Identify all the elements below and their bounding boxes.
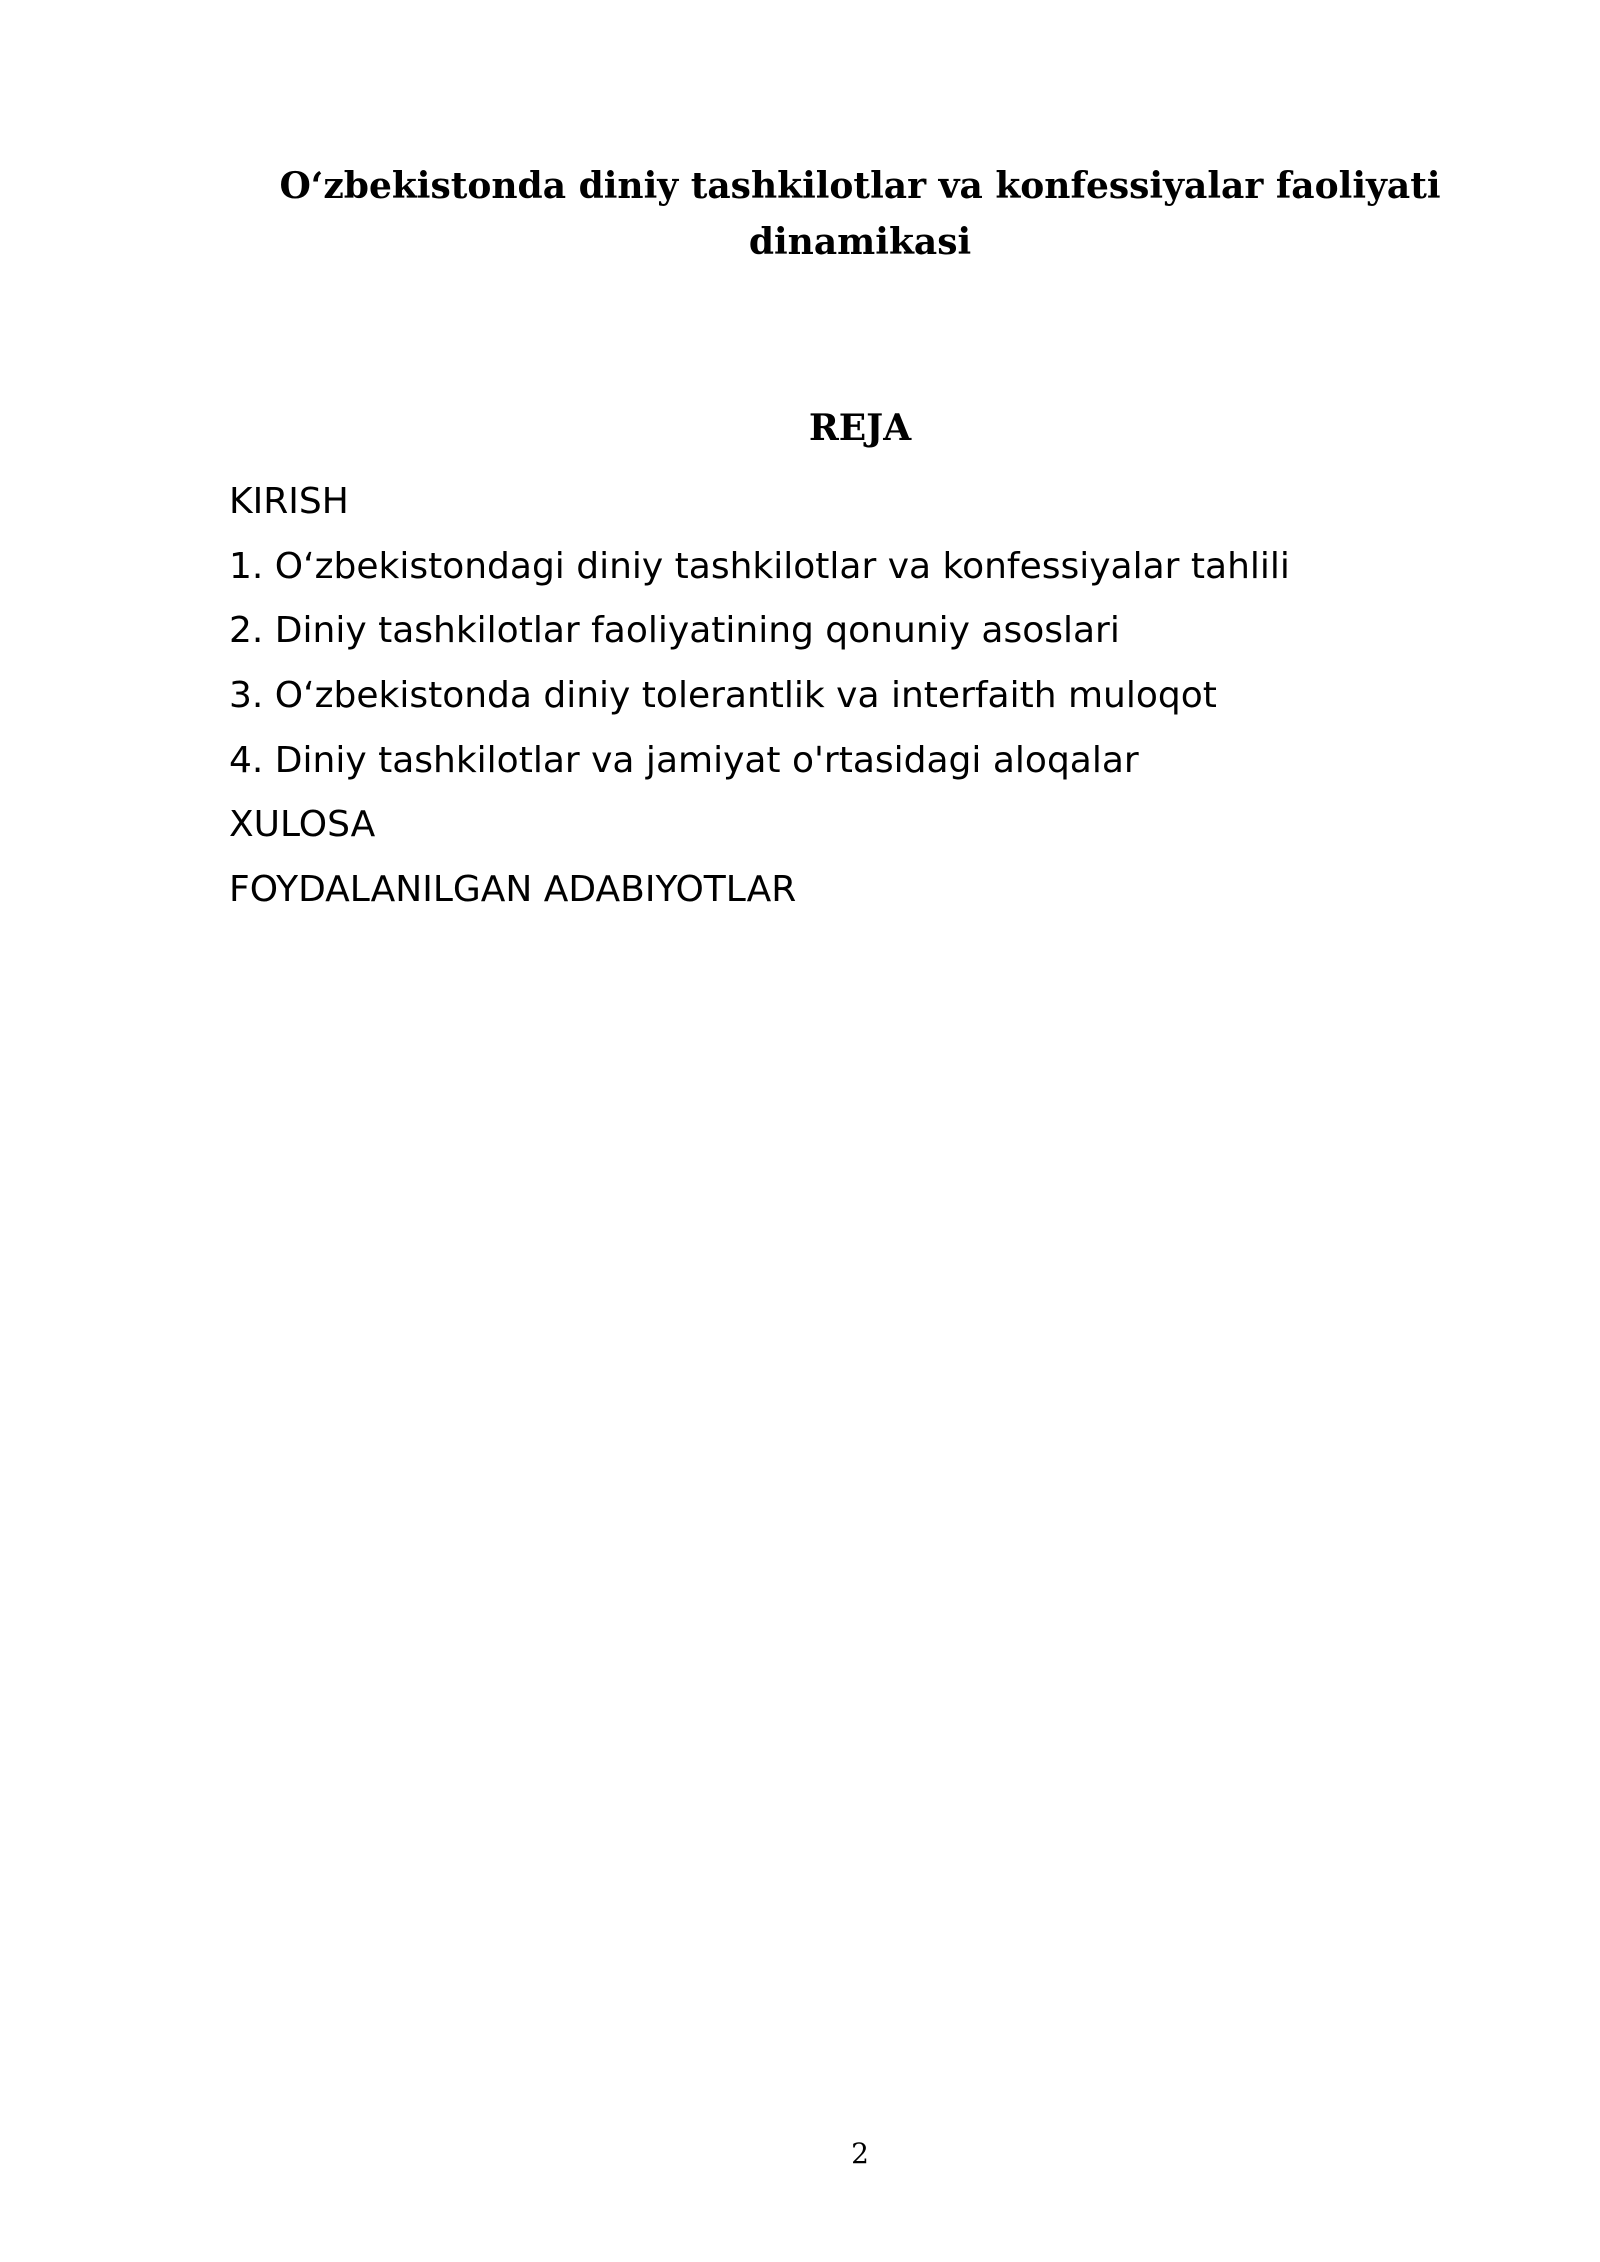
- plan-heading: REJA: [808, 407, 912, 449]
- plan-item-introduction: KIRISH: [229, 481, 349, 522]
- plan-item-3: 3. O‘zbekistonda diniy tolerantlik va interfaith muloqot: [229, 675, 1217, 717]
- page-number: 2: [851, 2137, 869, 2170]
- plan-list: [229, 470, 1290, 923]
- plan-item-1: 1. O‘zbekistondagi diniy tashkilotlar va konfessiyalar tahlili: [229, 545, 1290, 587]
- plan-item-conclusion: XULOSA: [229, 804, 376, 846]
- plan-item-2: 2. Diniy tashkilotlar faoliyatining qonuniy asoslari: [229, 610, 1120, 652]
- plan-item-references: FOYDALANILGAN ADABIYOTLAR: [229, 869, 797, 911]
- document-title: [230, 158, 1490, 270]
- document-title-line-2: dinamikasi: [748, 221, 972, 263]
- document-title-line-1: O‘zbekistonda diniy tashkilotlar va konfessiyalar faoliyati: [279, 165, 1441, 207]
- plan-item-4: 4. Diniy tashkilotlar va jamiyat o'rtasidagi aloqalar: [229, 739, 1139, 781]
